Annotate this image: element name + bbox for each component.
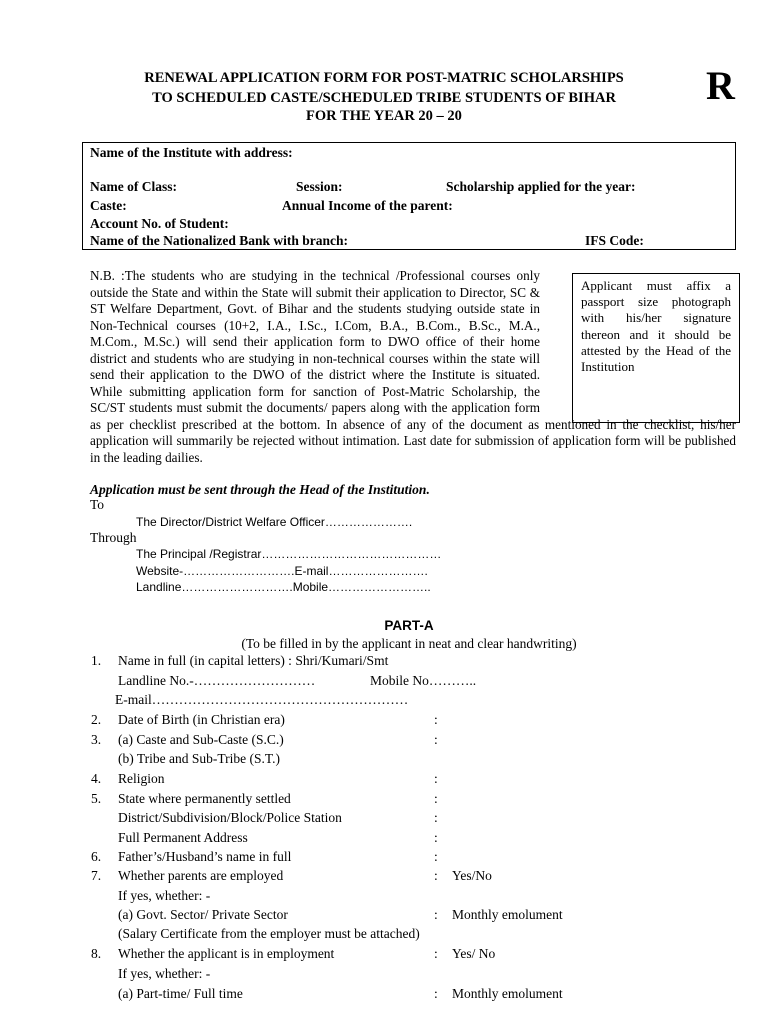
item-3a-label: (a) Caste and Sub-Caste (S.C.) xyxy=(118,732,284,747)
item-3-number: 3. xyxy=(91,732,102,747)
class-field: Name of Class: xyxy=(90,179,177,194)
institute-field: Name of the Institute with address: xyxy=(90,145,293,160)
item-7-label: Whether parents are employed xyxy=(118,868,284,883)
item-8c-label: (a) Part-time/ Full time xyxy=(118,986,243,1001)
item-7c-emolument: Monthly emolument xyxy=(452,907,563,922)
website-email-line: Website-……………………….E-mail……………………. xyxy=(136,564,428,578)
item-7c-colon: : xyxy=(434,907,438,922)
item-2-number: 2. xyxy=(91,712,102,727)
nb-note xyxy=(90,268,736,466)
item-8c-colon: : xyxy=(434,986,438,1001)
photo-instruction-box: Applicant must affix a passport size photograph with his/her signature thereon and it should be attested by the Head of the Institution xyxy=(572,273,740,423)
nb-text: N.B. :The students who are studying in the technical /Professional courses only outside the State and within the State will submit their application to Director, SC & ST Welfare Department, Govt. of Bihar and the students studying outside state in Non-Technical courses (10+2, I.A., I.Sc., I.Com, B.A., B.Com., B.Sc., M.A., M.Com., M.Sc.) will send their application form to DWO office of their home district and students who are studying in non-technical courses within the state will send their application to the DWO of the district where the Institute is situated. While submitting application form for sanction of Post-Matric Scholarship, the SC/ST students must submit the documents/ papers along with the application form as per checklist prescribed at the bottom. In absence of any of the document as mentioned in the checklist, his/her application will summarily be rejected without intimation. Last date for submission of application form will be published in the leading dailies. xyxy=(90,268,736,465)
account-field: Account No. of Student: xyxy=(90,216,229,231)
session-field: Session: xyxy=(296,179,343,194)
item-5c-label: Full Permanent Address xyxy=(118,830,248,845)
part-a-subtitle: (To be filled in by the applicant in neat and clear handwriting) xyxy=(241,636,577,651)
form-title-line-1: RENEWAL APPLICATION FORM FOR POST-MATRIC SCHOLARSHIPS xyxy=(144,70,624,86)
income-field: Annual Income of the parent: xyxy=(282,198,453,213)
item-7b-label: If yes, whether: - xyxy=(118,888,211,903)
item-2-colon: : xyxy=(434,712,438,727)
item-8b-label: If yes, whether: - xyxy=(118,966,211,981)
item-8-yes-no: Yes/ No xyxy=(452,946,496,961)
through-label: Through xyxy=(90,530,137,545)
director-line: The Director/District Welfare Officer…………………. xyxy=(136,515,413,529)
head-institution-note: Application must be sent through the Head of the Institution. xyxy=(90,482,430,497)
renewal-mark: R xyxy=(706,63,735,108)
item-1-email: E-mail………………………………………………… xyxy=(115,692,409,707)
ifs-code-field: IFS Code: xyxy=(585,233,644,248)
item-7-number: 7. xyxy=(91,868,102,883)
bank-field: Name of the Nationalized Bank with branch: xyxy=(90,233,349,248)
item-3-colon: : xyxy=(434,732,438,747)
item-5b-colon: : xyxy=(434,810,438,825)
item-5-number: 5. xyxy=(91,791,102,806)
item-3b-label: (b) Tribe and Sub-Tribe (S.T.) xyxy=(118,751,281,766)
item-8-label: Whether the applicant is in employment xyxy=(118,946,335,961)
item-5-colon: : xyxy=(434,791,438,806)
item-1-landline: Landline No.-……………………… xyxy=(118,673,316,688)
item-6-colon: : xyxy=(434,849,438,864)
form-title-line-2: TO SCHEDULED CASTE/SCHEDULED TRIBE STUDENTS OF BIHAR xyxy=(152,90,616,106)
item-1-name-label: Name in full (in capital letters) : Shri/Kumari/Smt xyxy=(118,653,389,668)
item-4-colon: : xyxy=(434,771,438,786)
to-label: To xyxy=(90,497,105,512)
landline-mobile-line: Landline……………………….Mobile…………………….. xyxy=(136,580,431,594)
item-1-mobile: Mobile No……….. xyxy=(370,673,477,688)
item-5-label: State where permanently settled xyxy=(118,791,291,806)
part-a-title: PART-A xyxy=(384,618,434,633)
item-7c-label: (a) Govt. Sector/ Private Sector xyxy=(118,907,288,922)
item-8-colon: : xyxy=(434,946,438,961)
item-7-yes-no: Yes/No xyxy=(452,868,492,883)
item-4-number: 4. xyxy=(91,771,102,786)
item-8-number: 8. xyxy=(91,946,102,961)
item-6-number: 6. xyxy=(91,849,102,864)
item-5c-colon: : xyxy=(434,830,438,845)
item-4-label: Religion xyxy=(118,771,165,786)
item-1-number: 1. xyxy=(91,653,102,668)
scholarship-year-field: Scholarship applied for the year: xyxy=(446,179,636,194)
principal-line: The Principal /Registrar……………………………………… xyxy=(136,547,442,561)
photo-box-spacer xyxy=(558,268,736,412)
item-5b-label: District/Subdivision/Block/Police Station xyxy=(118,810,342,825)
item-8c-emolument: Monthly emolument xyxy=(452,986,563,1001)
item-7d-note: (Salary Certificate from the employer must be attached) xyxy=(118,926,420,941)
caste-field: Caste: xyxy=(90,198,127,213)
item-7-colon: : xyxy=(434,868,438,883)
item-2-label: Date of Birth (in Christian era) xyxy=(118,712,285,727)
form-title-line-3: FOR THE YEAR 20 – 20 xyxy=(306,108,462,124)
item-6-label: Father’s/Husband’s name in full xyxy=(118,849,292,864)
